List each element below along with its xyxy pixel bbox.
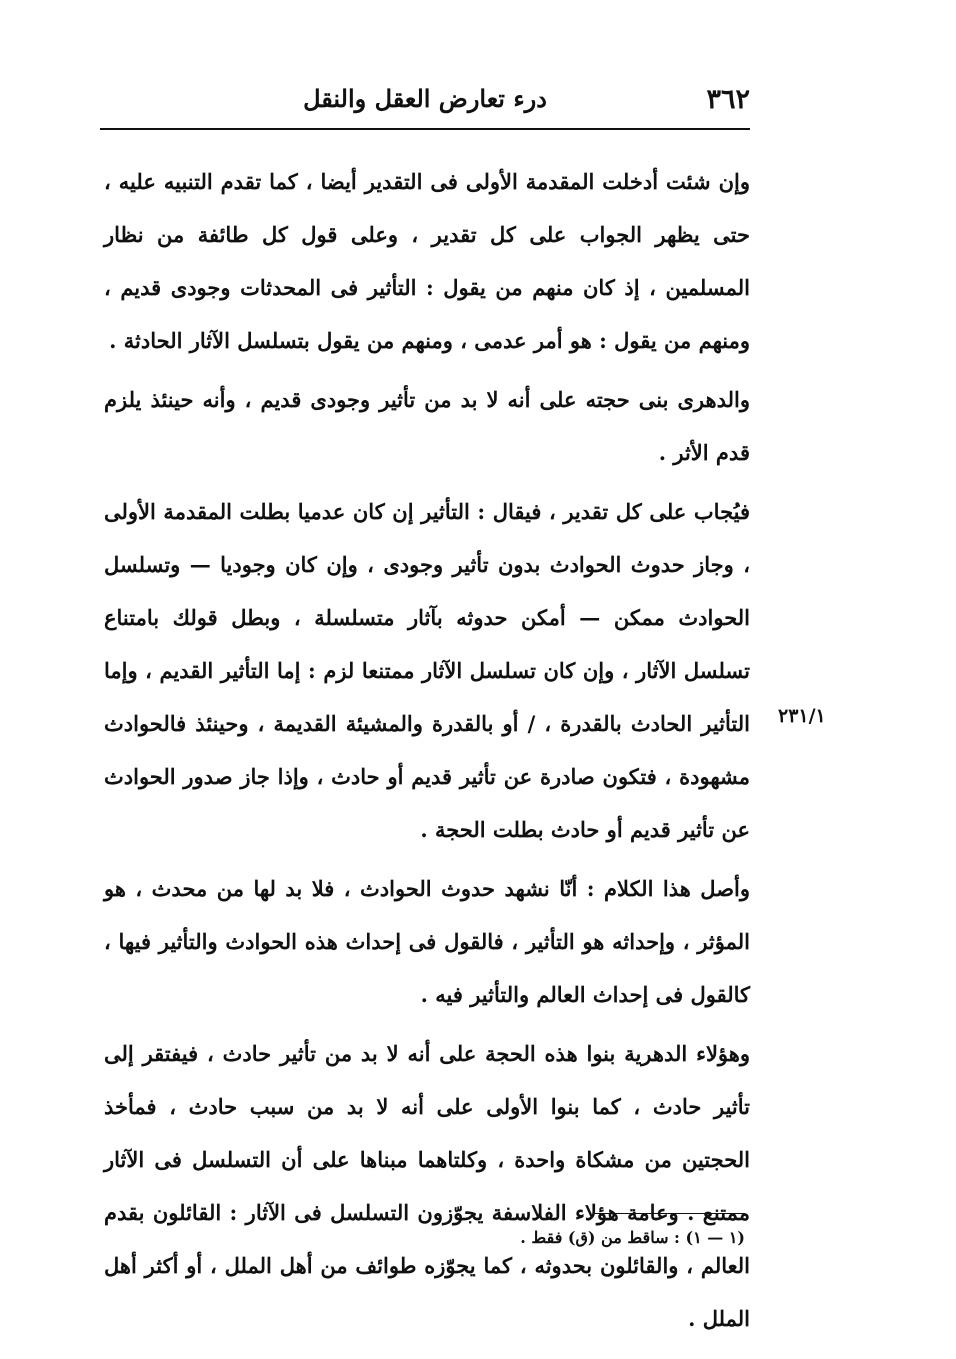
paragraph-5: وهؤلاء الدهرية بنوا هذه الحجة على أنه لا بد من تأثير حادث ، فيفتقر إلى تأثير حادث ، كما بنوا الأولى على أنه لا بد من سبب حادث ، فمأخذ الحجتين من مشكاة واحدة ، وكلتاهما مبناها على أن التسلسل فى الآثار ممتنع . وعامة هؤلاء الفلاسفة يجوّزون التسلسل فى الآثار : القائلون بقدم العالم ، والقائلون بحدوثه ، كما يجوّزه طوائف من أهل الملل ، أو أكثر أهل الملل . [104,1041,750,1331]
paragraph-1: وإن شئت أدخلت المقدمة الأولى فى التقدير أيضا ، كما تقدم التنبيه عليه ، حتى يظهر الجواب على كل تقدير ، وعلى قول كل طائفة من نظار المسلمين ، إذ كان منهم من يقول : التأثير فى المحدثات وجودى قديم ، ومنهم من يقول : هو أمر عدمى ، ومنهم من يقول بتسلسل الآثار الحادثة . [104,169,750,353]
footnote: (١ — ١) : ساقط من (ق) فقط . [520,1228,745,1247]
margin-reference: ٢٣١/١ [778,705,826,727]
paragraph-2: والدهرى بنى حجته على أنه لا بد من تأثير وجودى قديم ، وأنه حينئذ يلزم قدم الأثر . [104,387,750,465]
page-number: ٣٦٢ [706,84,750,115]
paragraph-4: وأصل هذا الكلام : أنّا نشهد حدوث الحوادث ، فلا بد لها من محدث ، هو المؤثر ، وإحداثه هو التأثير ، فالقول فى إحداث هذه الحوادث والتأثير فيها ، كالقول فى إحداث العالم والتأثير فيه . [104,876,750,1007]
page-header [100,80,750,130]
running-title: درء تعارض العقل والنقل [303,84,547,113]
paragraph-3: فيُجاب على كل تقدير ، فيقال : التأثير إن كان عدميا بطلت المقدمة الأولى ، وجاز حدوث الحوادث بدون تأثير وجودى ، وإن كان وجوديا — وتسلسل الحوادث ممكن — أمكن حدوثه بآثار متسلسلة ، وبطل قولك بامتناع تسلسل الآثار ، وإن كان تسلسل الآثار ممتنعا لزم : إما التأثير القديم ، وإما التأثير الحادث بالقدرة ، / أو بالقدرة والمشيئة القديمة ، وحينئذ فالحوادث مشهودة ، فتكون صادرة عن تأثير قديم أو حادث ، وإذا جاز صدور الحوادث عن تأثير قديم أو حادث بطلت الحجة . [104,499,750,842]
page-body [104,155,750,1345]
footnote-divider [595,1213,745,1214]
